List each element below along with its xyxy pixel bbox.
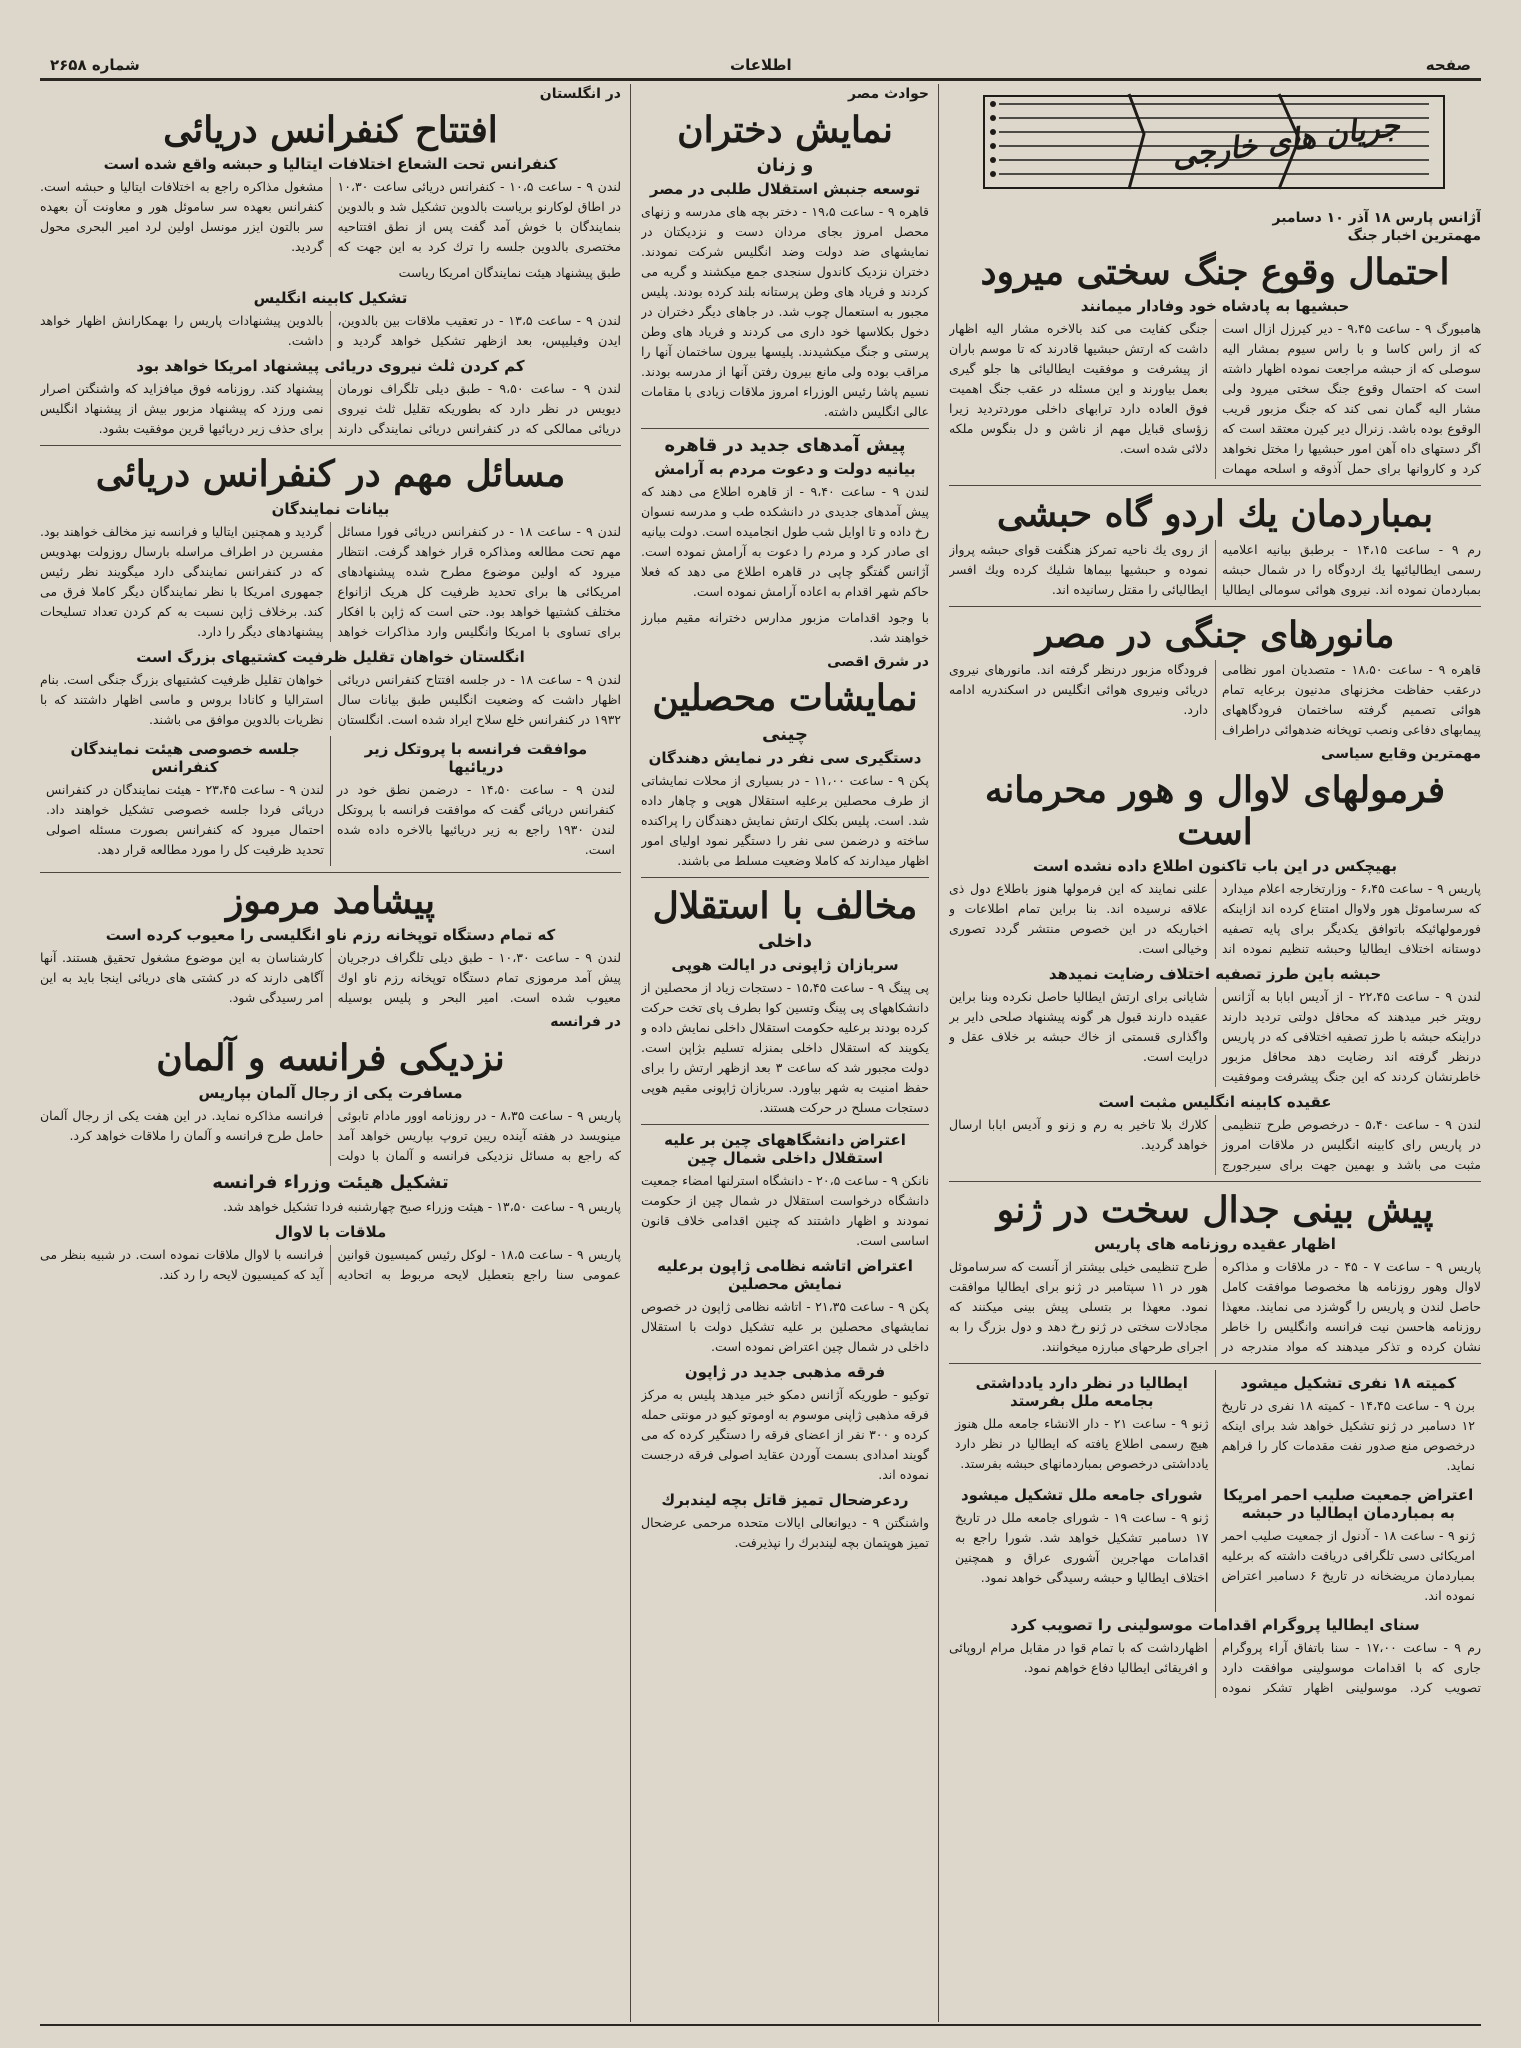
article-body: پکن ۹ - ساعت ۱۱،۰۰ - در بسیاری از محلات نمایشاتی از طرف محصلین برعلیه استقلال هوپی و چاهار داده شد. است. پلیس بکلک ارتش نمایش دهندگان را پراکنده ساخته و درضمن سی نفر را دستگیر نمود اولیای امور اظهار میدارند که کاملا وضعیت مسلط می باشند. xyxy=(641,772,929,868)
article-body: پاریس ۹ - ساعت ۱۸،۵ - لوکل رئیس کمیسیون قوانین عمومی سنا راجع بتعطیل لایحه مربوط به اتحادیه فرانسه با لاوال ملاقات نموده است. در شبیه بنظر می آید که کمیسیون لایحه را رد کند. xyxy=(40,1246,621,1282)
subheadline: بهیچکس در این باب تاکنون اطلاع داده نشده است xyxy=(1033,856,1397,875)
article-body: توکیو - طوریکه آژانس دمکو خبر میدهد پلیس به مرکز فرقه مذهبی ژاپنی موسوم به اوموتو کیو در مونتی حمله کرده و ۳۰۰ نفر از اعضای فرقه را دستگیر کرده که می گویند امدادی بسمت آوردن عقاید اصولی فرقه درجست نموده اند. xyxy=(641,1387,929,1483)
brief-news-row xyxy=(949,1482,1481,1612)
column-divider xyxy=(938,84,939,2022)
article-body: لندن ۹ - ساعت ۱۳،۵ - در تعقیب ملاقات بین بالدوین، ایدن وفیلیپس، بعد ازظهر تشکیل خواهد گردید و بالدوین پیشنهادات پاریس را بهمکارانش اظهار خواهد داشت. xyxy=(40,313,621,349)
article-body: پاریس ۹ - ساعت ۸،۳۵ - در روزنامه اوور مادام تابوئی مینویسد در هفته آینده ریبن تروپ بپاریس خواهد آمد که راجع به مسائل نزدیکی فرانسه و آلمان با دولت فرانسه مذاکره نماید. در این هفت یکی از رجال آلمان حامل طرح فرانسه و آلمان را ملاقات خواهد کرد. xyxy=(40,1107,621,1163)
headline: نمایشات محصلین xyxy=(652,677,918,720)
subheadline: سنای ایطالیا پروگرام اقدامات موسولینی را تصویب کرد xyxy=(1010,1616,1420,1635)
subheadline: اظهار عقیده روزنامه های پاریس xyxy=(1094,1235,1336,1254)
headline: فرمولهای لاوال و هور محرمانه است xyxy=(984,769,1446,853)
column-divider xyxy=(630,84,631,2022)
article-body: پاریس ۹ - ساعت ۱۳،۵۰ - هیئت وزراء صبح چهارشنبه فردا تشکیل خواهد شد. xyxy=(223,1198,621,1214)
article-body: ژنو ۹ - ساعت ۱۹ - شورای جامعه ملل در تاریخ ۱۷ دسامبر تشکیل خواهد شد. شورا راجع به اقدامات مهاجرین آشوری عراق و همچنین اختلاف ایطالیا و حبشه رسیدگی خواهد نمود. xyxy=(955,1510,1209,1586)
article-body: لندن ۹ - ساعت ۱۸ - در کنفرانس دریائی فورا مسائل مهم تحت مطالعه ومذاکره قرار خواهد گرفت. انتظار میرود که اولین موضوع مطرح شده پیشنهادهای امریکائی ها برای تحدید ظرفیت کل هریک ازانواع مختلف کشتیها خواهد بود. حتی است که ژاپن با افکار برای تساوی با امریکا وانگلیس وارد مذاکرات خواهد گردید و همچنین ایتالیا و فرانسه نیز مخالف خواهند بود. مفسرین در اطراف مراسله بارسال روزولت بهدویس که در کنفرانس نمایندگی دارد میگویند نظر رئیس جمهوری امریکا با نظر نمایندگان دیگر کاملا فرق می کند. برخلاف ژاپن نسبت به کم کردن تعداد تسلیحات پیشنهادهای دیگر را دارد. xyxy=(40,523,621,639)
headline: نزدیکی فرانسه و آلمان xyxy=(156,1037,505,1080)
article-body: واشنگتن ۹ - دیوانعالی ایالات متحده مرحمی عرضحال تمیز هوپتمان بچه لیندبرك را نپذیرفت. xyxy=(641,1515,929,1551)
section-kicker: مهمترین وقایع سیاسی xyxy=(1321,746,1481,763)
article-body: ژنو ۹ - ساعت ۲۱ - دار الانشاء جامعه ملل هنوز هیچ رسمی اطلاع یافته که ایطالیا در نظر دارد یادداشتی درخصوص بمباردمانهای حبشه بفرستد. xyxy=(955,1416,1209,1472)
subheadline: که تمام دستگاه توپخانه رزم ناو انگلیسی را معیوب کرده است xyxy=(105,926,556,945)
article-body: برن ۹ - ساعت ۱۴،۴۵ - کمیته ۱۸ نفری در تاریخ ۱۲ دسامبر در ژنو تشکیل خواهد شد برای اینکه درخصوص منع صدور نفت مقدمات کار را فراهم نماید. xyxy=(1221,1398,1476,1474)
section-kicker: در فرانسه xyxy=(550,1014,621,1031)
subheadline: بیانیه دولت و دعوت مردم به آرامش xyxy=(654,460,916,479)
article-body: نانکن ۹ - ساعت ۲۰،۵ - دانشگاه استرلنها امضاء جمعیت دانشگاه درخواست استقلال در شمال چین از حکومت نمودند و اظهار داشتند که چنین اقدامی خلاف قانون اساسی است. xyxy=(641,1173,929,1249)
headline: پیش بینی جدال سخت در ژنو xyxy=(996,1188,1434,1231)
headline: مسائل مهم در کنفرانس دریائی xyxy=(95,453,566,496)
page-header xyxy=(40,52,1481,78)
divider xyxy=(641,1124,929,1125)
headline: پیش آمدهای جدید در قاهره xyxy=(664,435,906,457)
headline: مخالف با استقلال xyxy=(652,884,918,927)
section-kicker: در انگلستان xyxy=(539,86,621,102)
article-note: با وجود اقدامات مزبور مدارس دخترانه مقیم مبارز خواهند شد. xyxy=(641,610,929,646)
subheadline: ایطالیا در نظر دارد یادداشتی بجامعه ملل بفرستد xyxy=(975,1374,1188,1411)
brief-news-item xyxy=(1216,1482,1482,1612)
article-body: لندن ۹ - ساعت ۱۰،۵ - کنفرانس دریائی ساعت ۱۰،۳۰ در اطاق لوکارنو بریاست بالدوین تشکیل شد و بالدوین بنمایندگان با خوش آمد گفت پس از نطق افتتاحیه مختصری بالدوین جلسه را ترك کرد به این جهت که مشغول مذاکره راجع به اختلافات ایتالیا و حبشه است. کنفرانس بعهده سر ساموئل هور و معاونت آن بعهده سر بالتون ایزر مونسل اولین لرد امیر البحری محول گردید. xyxy=(40,179,621,255)
headline: احتمال وقوع جنگ سختی میرود xyxy=(980,251,1450,293)
issue-number: شماره ۲۶۵۸ xyxy=(50,56,140,74)
article-body: قاهره ۹ - ساعت ۱۸،۵۰ - متصدیان امور نظامی درعقب حفاظت مخزنهای مدنیون برعایه تمام هوائی تصمیم گرفته ساختمان فرودگاههای پیمابهای دفاعی ونصب توپخانه ضدهوائی دراطراف فرودگاه مزبور درنظر گرفته اند. مانورهای نیروی دریائی ونیروی هوائی انگلیس در اسکندریه ادامه دارد. xyxy=(949,662,1481,738)
headline-continued: چینی xyxy=(762,723,808,745)
headline: بمباردمان یك اردو گاه حبشی xyxy=(996,493,1434,536)
divider xyxy=(949,606,1481,607)
brief-news-item xyxy=(949,1482,1216,1612)
footer-rule xyxy=(40,2024,1481,2026)
headline: نمایش دختران xyxy=(677,109,893,151)
divider xyxy=(40,872,621,873)
subheadline: کم کردن ثلث نیروی دریائی پیشنهاد امریکا خواهد بود xyxy=(136,357,525,376)
page-label: صفحه xyxy=(1425,56,1471,74)
article-body: رم ۹ - ساعت ۱۷،۰۰ - سنا باتفاق آراء پروگرام جاری که با اقدامات موسولینی موافقت دارد تصویب کرد. موسولینی اظهار تشکر نموده اظهارداشت که با تمام قوا در مقابل مرام اروپائی و افریقائی ایطالیا دفاع خواهم نمود. xyxy=(949,1640,1481,1696)
article-body: قاهره ۹ - ساعت ۱۹،۵ - دختر بچه های مدرسه و زنهای محصل امروز بجای مردان دست و نزدیکتان در نمایشهای ضد دولت وضد انگلیس شرکت نمودند. دختران نزدیک کاندول سنجدی جمع میکشند و گریه می کردند و فریاد های وطن پرستانه بلند کرده بودند. پلیس مجبور به استعمال چوب شد. در جاهای دیگر دختران در دخول بکلاسها خود داری می کردند و فریاد های وطن پرستی و جنگ میکشیدند. پلیسها بیرون ساختمان آنها را مراقب بوده ولی مانع بیرون رفتن آنها از مدرسه بودند. نسیم پاشا رئیس الوزراء امروز ملاقات زیادی با مقامات عالی انگلیس داشته. xyxy=(641,204,929,420)
masthead-name: اطلاعات xyxy=(730,56,792,74)
article-body: لندن ۹ - ساعت ۱۴،۵۰ - درضمن نطق خود در کنفرانس دریائی گفت که موافقت فرانسه با پروتکل لندن ۱۹۳۰ راجع به زیر دریائیها بالاخره داده شده است. xyxy=(337,781,615,857)
section-kicker: در شرق اقصی xyxy=(827,654,929,671)
subheadline: سربازان ژاپونی در ایالت هوپی xyxy=(671,956,899,975)
article-body: پی پینگ ۹ - ساعت ۱۵،۴۵ - دستجات زیاد از محصلین از دانشکاههای پی پینگ وتسین کوا بطرف پای تخت حرکت کرده بودند برعلیه حکومت استقلال داخلی نمایش داده و یکویند که استقلال داخلی بمنزله تسلیم بژاپن است. دولت مجبور شد که ساعت ۳ بعد ازظهر ارتش را برای حفظ امنیت به شهر بیاورد. سربازان ژاپونی مقیم هوپی دستجات مسلح در حرکت هستند. xyxy=(641,980,929,1116)
subheadline: فرقه مذهبی جدید در ژاپون xyxy=(684,1363,886,1382)
brief-news-item xyxy=(331,736,621,866)
headline-continued: داخلی xyxy=(758,931,812,953)
column-naval-conference xyxy=(40,84,621,2022)
article-body: پاریس ۹ - ساعت ۶،۴۵ - وزارتخارجه اعلام میدارد که سرساموئل هور ولاوال امتناع کرده اند ازاینکه فورمولهائیکه باتوافق یکدیگر برای پایه تصفیه دوستانه اختلاف ایطالیا وحبشه تنظیم نموده اند علنی نمایند که این فرمولها هنوز باطلاع دول ذی علاقه نرسیده اند. بنا براین تمام اطلاعات و اخباریکه در این خصوص منتشر گردد تصوری وخیالی است. xyxy=(949,880,1481,956)
header-rule xyxy=(40,78,1481,81)
divider xyxy=(949,1181,1481,1182)
article-body: هامبورگ ۹ - ساعت ۹،۴۵ - دیر کیرزل ازال است که از راس کاسا و با راس سیوم بمشار الیه سوصلی که از حبشه مراجعت نموده اظهار داشته است که احتمال وقوع جنگ سختی میرود ولی مشار الیه گمان نمی کند که جنگ مزبور قریب الوقوع بوده باشد. زنرال دیر کیرن معتقد است که اگر دستهای داه آهن امور حبشیها را مختل نخواهد کرد و کاروانها برای حمل آذوقه و اسلحه مهمات جنگی کفایت می کند بالاخره مشار الیه اظهار داشت که ارتش حبشیها قادرند که تا موسم باران از پیشرفت و موفقیت ایطالیائی ها جلو گیری بعمل بیاورند و این مسئله در عقب جنگ اهمیت فوق العاده دارد ترابهای داخلی موردتردید زیرا زؤسای قبایل مهم از ناشن و دل بنگوس ملکه دلائی شده است. xyxy=(949,321,1481,477)
subheadline: شورای جامعه ملل تشکیل میشود xyxy=(960,1486,1203,1505)
subheadline: اعتراض اتاشه نظامی ژاپون برعلیه نمایش محصلین xyxy=(657,1257,913,1294)
headline: تشکیل هیئت وزراء فرانسه xyxy=(212,1171,449,1193)
subheadline: اعتراض دانشگاههای چین بر علیه استقلال داخلی شمال چین xyxy=(664,1131,906,1168)
divider xyxy=(641,877,929,878)
headline: پیشامد مرموز xyxy=(225,879,436,922)
section-logo xyxy=(949,84,1481,204)
brief-news-item xyxy=(1216,1370,1482,1482)
subheadline: تشکیل کابینه انگلیس xyxy=(253,289,408,308)
subheadline: کمیته ۱۸ نفری تشکیل میشود xyxy=(1240,1374,1457,1393)
column-egypt-asia xyxy=(641,84,929,2022)
article-note: طبق پیشنهاد هیئت نمایندگان امریکا ریاست xyxy=(398,265,621,281)
subheadline: دستگیری سی نفر در نمایش دهندگان xyxy=(648,748,922,767)
subheadline: انگلستان خواهان تقلیل ظرفیت کشتیهای بزرگ است xyxy=(136,647,525,666)
subheadline: حبشه باین طرز تصفیه اختلاف رضایت نمیدهد xyxy=(1048,964,1382,983)
subheadline: ملاقات با لاوال xyxy=(274,1222,387,1241)
subheadline: حبشیها به پادشاه خود وفادار میمانند xyxy=(1080,297,1350,316)
article-body: لندن ۹ - ساعت ۲۲،۴۵ - از آدیس ابابا به آژانس رویتر خبر میدهند که محافل دولتی تردید دارند دراینکه حبشه با طرز تصفیه اختلافی که در پاریس درنظر گرفته اند رضایت دهد محافل مزبور خاطرنشان کردند که این جنگ پیشرفت وموفقیت شایانی برای ارتش ایطالیا حاصل نکرده وبنا براین عقیده دارند قبول هر گونه پیشنهاد صلحی داير بر واگذاری قسمتی از خاك حبشه بر خلاف عقل و درایت است. xyxy=(949,988,1481,1084)
headline: افتتاح کنفرانس دریائی xyxy=(163,109,498,151)
subheadline: موافقت فرانسه با پروتکل زیر دریائیها xyxy=(364,739,588,776)
section-logo-title: جریان های خارجی xyxy=(1169,108,1403,175)
article-body: رم ۹ - ساعت ۱۴،۱۵ - برطبق بیانیه اعلامیه رسمی ایطالیائیها یك اردوگاه را در شمال حبشه بمباردمان نموده اند. نیروی هوائی سومالی ایطالیا از روی یك ناحیه تمرکز هنگفت قوای حبشه پرواز نموده و حبشیها بیماها شلیك کرده ویك افسر ایطالیائی را مقتل رسانیده اند. xyxy=(949,541,1481,597)
section-kicker: حوادث مصر xyxy=(848,86,929,102)
subheadline: عقیده کابینه انگلیس مثبت است xyxy=(1098,1092,1332,1111)
agency-dateline: آژانس پارس ۱۸ آذر ۱۰ دسامبر xyxy=(1272,210,1481,226)
article-body: لندن ۹ - ساعت ۱۸ - در جلسه افتتاح کنفرانس دریائی اظهار داشت که وضعیت انگلیس طبق بیانات سال ۱۹۳۲ در کنفرانس خلع سلاح ایراد شده است. انگلستان خواهان تقلیل ظرفیت کشتیهای بزرگ جنگی است. بنام استرالیا و کانادا بروس و ماسی اظهار داشتند که با نظریات بالدوین موافق می باشند. xyxy=(40,671,621,727)
article-body: لندن ۹ - ساعت ۵،۴۰ - درخصوص طرح تنظیمی در پاریس رای کابینه انگلیس در ملاقات امروز مثبت می باشد و بهمین جهت برای سیرجورج کلارك بلا تاخیر به رم و زنو و آدیس ابابا ارسال خواهد گردید. xyxy=(949,1116,1481,1172)
article-body: لندن ۹ - ساعت ۹،۴۰ - از قاهره اطلاع می دهند که پیش آمدهای جدیدی در دانشکده طب و مدرسه نسوان رخ داده و تا اوایل شب طول انجامیده است. دولت بیانیه ای صادر کرد و مردم را دعوت به آرامش نموده است. آژانس گفتگو چاپی در قاهره اطلاع می دهد که فعلا حاکم شهر اقدام به اعاده آرامش نموده است. xyxy=(641,484,929,600)
subheadline: کنفرانس تحت الشعاع اختلافات ایتالیا و حبشه واقع شده است xyxy=(103,155,558,174)
subheadline: بیانات نمایندگان xyxy=(271,499,390,518)
article-body: پکن ۹ - ساعت ۲۱،۳۵ - اتاشه نظامی ژاپون در خصوص نمایشهای محصلین بر علیه تشکیل دولت با استقلال داخلی در شمال چین اعتراض نموده است. xyxy=(641,1299,929,1355)
divider xyxy=(641,428,929,429)
brief-news-item xyxy=(949,1370,1216,1482)
brief-news-item xyxy=(40,736,331,866)
subheadline: مسافرت یکی از رجال آلمان بپاریس xyxy=(198,1083,463,1102)
article-body: لندن ۹ - ساعت ۱۰،۳۰ - طبق دیلی تلگراف درجریان پیش آمد مرموزی تمام دستگاه توپخانه رزم ناو اوك معیوب شده است. امیر البحر و پلیس بوسیله کارشناسان به این موضوع مشغول تحقیق هستند. آنها آگاهی دارند که در کشتی های دریائی اینجا باید به این امر رسیدگی شود. xyxy=(40,950,621,1006)
divider xyxy=(40,445,621,446)
column-foreign-news xyxy=(949,84,1481,2022)
article-body: لندن ۹ - ساعت ۹،۵۰ - طبق دیلی تلگراف نورمان دیویس در نظر دارد که بطوریکه تقلیل ثلث نیروی دریائی ممالکی که در کنفرانس دریائی نمایندگی دارند پیشنهاد کند. روزنامه فوق میافزاید که واشنگتن اصرار نمی ورزد که پیشنهاد مزبور بیش از پیشنهاد انگلیس برای حذف زیر دریائیها قرین موفقیت بشود. xyxy=(40,381,621,437)
divider xyxy=(949,485,1481,486)
subheadline: ردعرضحال تمیز قاتل بچه لیندبرك xyxy=(661,1491,909,1510)
subheadline: توسعه جنبش استقلال طلبی در مصر xyxy=(649,180,921,199)
article-body: لندن ۹ - ساعت ۲۳،۴۵ - هیئت نمایندگان در کنفرانس دریائی فردا جلسه خصوصی تشکیل خواهند داد. احتمال میرود که کنفرانس بصورت مسئله اصولی تحدید ظرفیت کل را مورد مطالعه قرار دهد. xyxy=(46,781,324,857)
brief-news-row xyxy=(40,736,621,866)
headline-continued: و زنان xyxy=(756,155,814,177)
subheadline: اعتراض جمعیت صلیب احمر امریکا به بمباردمان ایطالیا در حبشه xyxy=(1223,1486,1474,1523)
article-body: ژنو ۹ - ساعت ۱۸ - آدنول از جمعیت صلیب احمر امریکائی دسی تلگرافی دریافت داشته که برعلیه بمباردمان مریضخانه در تاریخ ۶ دسامبر اعتراض نموده اند. xyxy=(1221,1528,1475,1604)
divider xyxy=(949,1363,1481,1364)
headline: مانورهای جنگی در مصر xyxy=(1035,613,1395,656)
article-body: پاریس ۹ - ساعت ۷ - ۴۵ - در ملاقات و مذاکره لاوال وهور روزنامه ها مخصوصا موافقت کامل حاصل لندن و پاریس را گوشزد می نمایند. معهذا روزنامه هاحسن نیت فرانسه وانگلیس را خاطر نشان کرده و تذکر میدهند که مواد مندرجه در طرح تنظیمی خیلی بیشتر از آنست که سرساموئل هور در ۱۱ سپتامبر در ژنو برای ایطالیا موافقت نمود. معهذا بر بتسلی پیش بینی میکنند که مجادلات سختی در ژنو رخ دهد و دول بزرگ را به اجرای طرحهای مبارزه میخوانند. xyxy=(949,1259,1481,1355)
subheadline: جلسه خصوصی هیئت نمایندگان کنفرانس xyxy=(70,739,300,776)
section-kicker: مهمترین اخبار جنگ xyxy=(1347,228,1481,244)
brief-news-row xyxy=(949,1370,1481,1482)
